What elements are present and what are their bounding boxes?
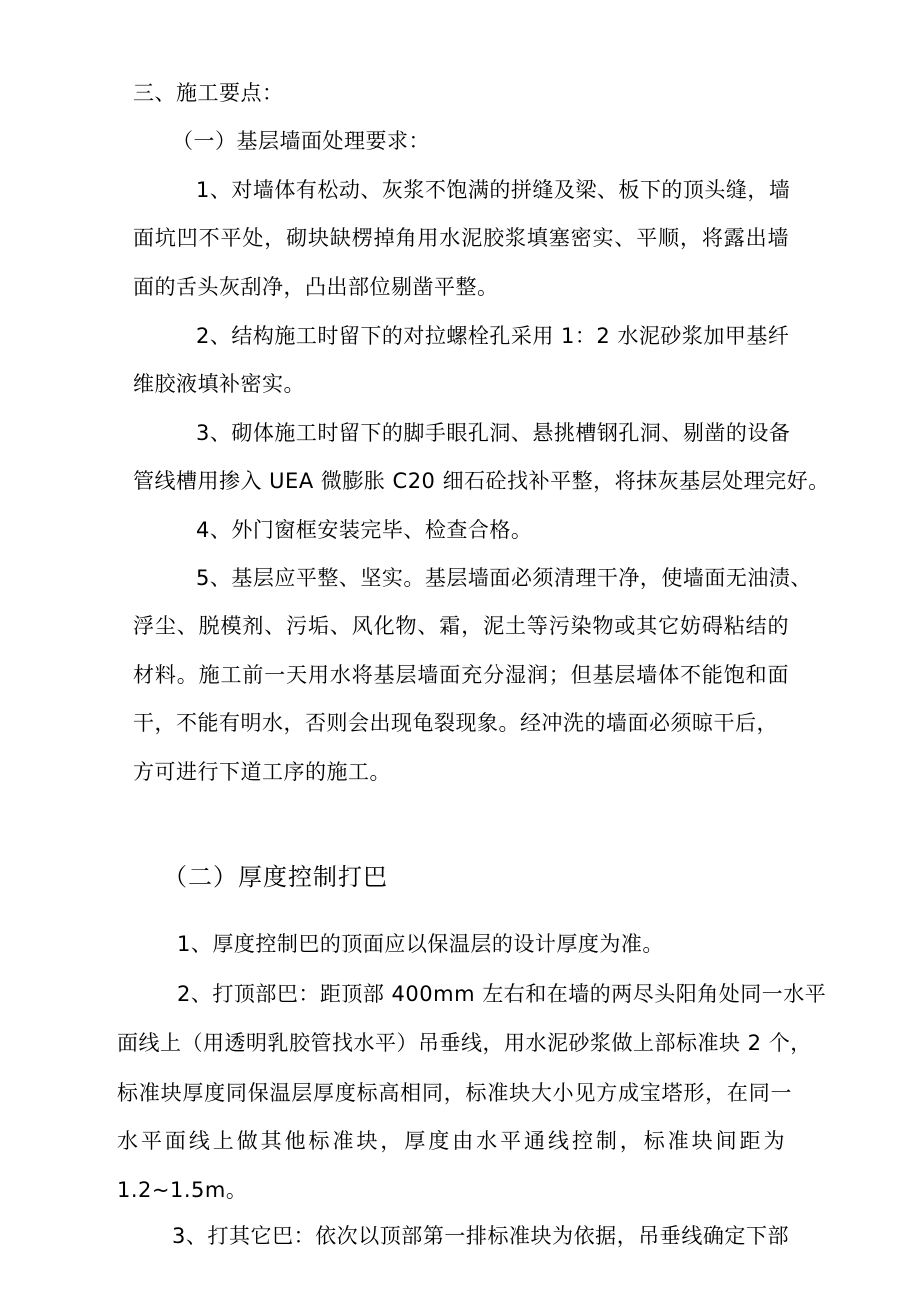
part2-item3-line1: 3、打其它巴：依次以顶部第一排标准块为依据，吊垂线确定下部 [172,1224,789,1248]
part1-item5-line3: 材料。施工前一天用水将基层墙面充分湿润；但基层墙体不能饱和面 [133,663,789,687]
part2-item2-line5: 1.2~1.5m。 [117,1178,248,1202]
part1-item3-line2: 管线槽用掺入 UEA 微膨胀 C20 细石砼找补平整，将抹灰基层处理完好。 [133,469,830,493]
part1-item5-line4: 干，不能有明水，否则会出现龟裂现象。经冲洗的墙面必须晾干后， [133,711,778,735]
part2-item2-line1: 2、打顶部巴：距顶部 400mm 左右和在墙的两尽头阳角处同一水平 [177,982,827,1006]
part2-heading: （二）厚度控制打巴 [163,863,388,891]
part1-item5-line5: 方可进行下道工序的施工。 [133,760,391,784]
part1-item1-line3: 面的舌头灰刮净，凸出部位剔凿平整。 [133,275,499,299]
part2-item1-line1: 1、厚度控制巴的顶面应以保温层的设计厚度为准。 [177,932,664,956]
part1-item4-line1: 4、外门窗框安装完毕、检查合格。 [196,518,533,542]
part1-item2-line2: 维胶液填补密实。 [133,372,305,396]
part1-item1-line2: 面坑凹不平处，砌块缺楞掉角用水泥胶浆填塞密实、平顺，将露出墙 [133,226,789,250]
part1-item2-line1: 2、结构施工时留下的对拉螺栓孔采用 1：2 水泥砂浆加甲基纤 [196,324,790,348]
part1-item5-line2: 浮尘、脱模剂、污垢、风化物、霜，泥土等污染物或其它妨碍粘结的 [133,614,789,638]
section-title: 三、施工要点： [133,81,284,105]
part2-item2-line3: 标准块厚度同保温层厚度标高相同，标准块大小见方成宝塔形，在同一 [117,1081,792,1105]
part2-item2-line2: 面线上（用透明乳胶管找水平）吊垂线，用水泥砂浆做上部标准块 2 个， [117,1031,812,1055]
part1-item3-line1: 3、砌体施工时留下的脚手眼孔洞、悬挑槽钢孔洞、剔凿的设备 [196,421,791,445]
part1-heading: （一）基层墙面处理要求： [172,129,430,153]
part1-item1-line1: 1、对墙体有松动、灰浆不饱满的拼缝及梁、板下的顶头缝，墙 [196,178,791,202]
part1-item5-line1: 5、基层应平整、坚实。基层墙面必须清理干净，使墙面无油渍、 [196,566,812,590]
part2-item2-line4: 水平面线上做其他标准块，厚度由水平通线控制，标准块间距为 [117,1129,785,1153]
